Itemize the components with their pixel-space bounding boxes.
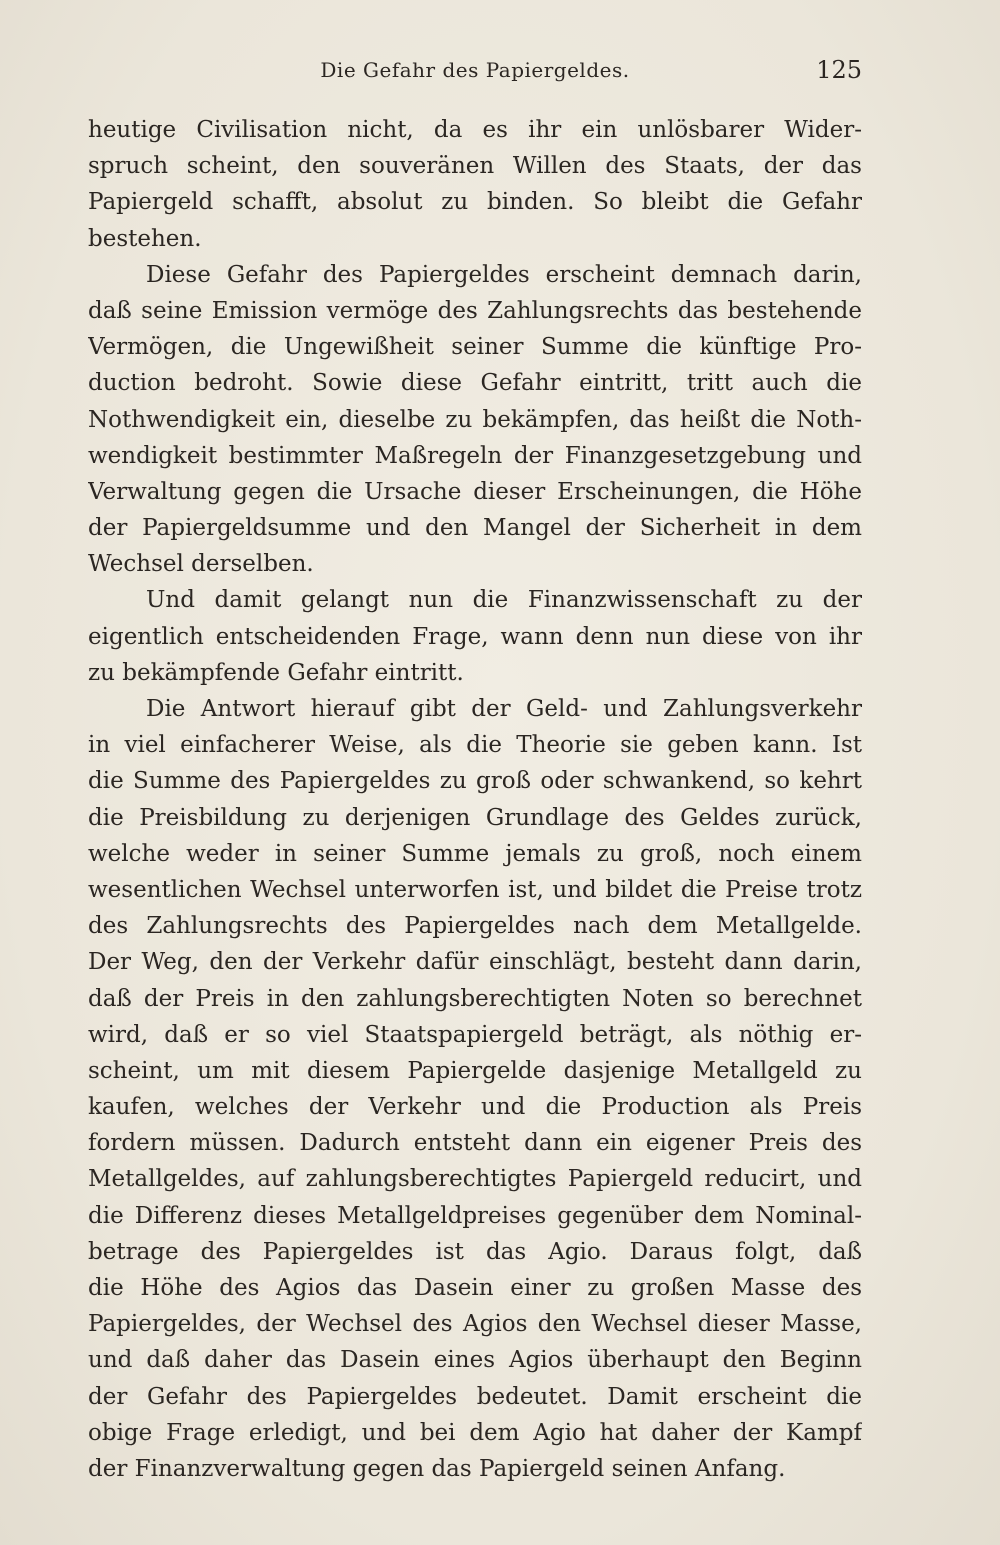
text-line: die Preisbildung zu derjenigen Grundlage des Geldes zurück,: [88, 804, 862, 831]
text-line: wird, daß er so viel Staatspapiergeld beträgt, als nöthig er-: [88, 1021, 862, 1048]
text-line: scheint, um mit diesem Papiergelde dasjenige Metallgeld zu: [88, 1057, 862, 1084]
text-line: Der Weg, den der Verkehr dafür einschlägt, besteht dann darin,: [88, 949, 862, 976]
text-line: fordern müssen. Dadurch entsteht dann ein eigener Preis des: [88, 1130, 862, 1157]
page-number: 125: [816, 56, 862, 84]
text-line: spruch scheint, den souveränen Willen des Staats, der das: [88, 153, 862, 180]
running-head: [88, 58, 862, 90]
text-line: kaufen, welches der Verkehr und die Production als Preis: [88, 1094, 862, 1121]
text-line: duction bedroht. Sowie diese Gefahr eintritt, tritt auch die: [88, 370, 862, 397]
running-title: Die Gefahr des Papiergeldes.: [320, 58, 630, 82]
text-line: bestehen.: [88, 225, 202, 252]
text-line: welche weder in seiner Summe jemals zu groß, noch einem: [88, 840, 862, 867]
text-line: wendigkeit bestimmter Maßregeln der Finanzgesetzgebung und: [88, 442, 862, 469]
text-line: Verwaltung gegen die Ursache dieser Erscheinungen, die Höhe: [88, 478, 862, 505]
text-line: Papiergeld schafft, absolut zu binden. So bleibt die Gefahr: [88, 189, 862, 216]
text-line: wesentlichen Wechsel unterworfen ist, und bildet die Preise trotz: [88, 876, 862, 903]
text-line: der Papiergeldsumme und den Mangel der Sicherheit in dem: [88, 515, 862, 542]
text-line: die Summe des Papiergeldes zu groß oder schwankend, so kehrt: [88, 768, 862, 795]
text-line: betrage des Papiergeldes ist das Agio. Daraus folgt, daß: [88, 1238, 862, 1265]
text-line: obige Frage erledigt, und bei dem Agio hat daher der Kampf: [88, 1419, 862, 1446]
text-line: Die Antwort hierauf gibt der Geld- und Zahlungsverkehr: [146, 696, 862, 722]
text-line: Nothwendigkeit ein, dieselbe zu bekämpfen, das heißt die Noth-: [88, 406, 862, 433]
text-line: der Gefahr des Papiergeldes bedeutet. Damit erscheint die: [88, 1383, 862, 1410]
text-line: des Zahlungsrechts des Papiergeldes nach dem Metallgelde.: [88, 913, 862, 940]
text-line: heutige Civilisation nicht, da es ihr ein unlösbarer Wider-: [88, 117, 862, 143]
text-line: Vermögen, die Ungewißheit seiner Summe die künftige Pro-: [88, 334, 862, 361]
text-line: Diese Gefahr des Papiergeldes erscheint demnach darin,: [146, 261, 862, 288]
body-text: [88, 112, 862, 1487]
text-line: eigentlich entscheidenden Frage, wann denn nun diese von ihr: [88, 623, 862, 650]
text-line: Wechsel derselben.: [88, 551, 314, 578]
text-line: in viel einfacherer Weise, als die Theorie sie geben kann. Ist: [88, 732, 862, 759]
text-line: zu bekämpfende Gefahr eintritt.: [88, 659, 464, 686]
text-line: Und damit gelangt nun die Finanzwissenschaft zu der: [146, 587, 862, 614]
text-line: Papiergeldes, der Wechsel des Agios den Wechsel dieser Masse,: [88, 1311, 862, 1338]
text-line: der Finanzverwaltung gegen das Papiergeld seinen Anfang.: [88, 1455, 786, 1482]
text-line: und daß daher das Dasein eines Agios überhaupt den Beginn: [88, 1347, 862, 1374]
text-line: die Höhe des Agios das Dasein einer zu großen Masse des: [88, 1275, 862, 1301]
text-line: die Differenz dieses Metallgeldpreises gegenüber dem Nominal-: [88, 1202, 862, 1229]
text-line: daß der Preis in den zahlungsberechtigten Noten so berechnet: [88, 985, 862, 1012]
text-line: daß seine Emission vermöge des Zahlungsrechts das bestehende: [88, 297, 862, 324]
text-line: Metallgeldes, auf zahlungsberechtigtes Papiergeld reducirt, und: [88, 1166, 862, 1193]
